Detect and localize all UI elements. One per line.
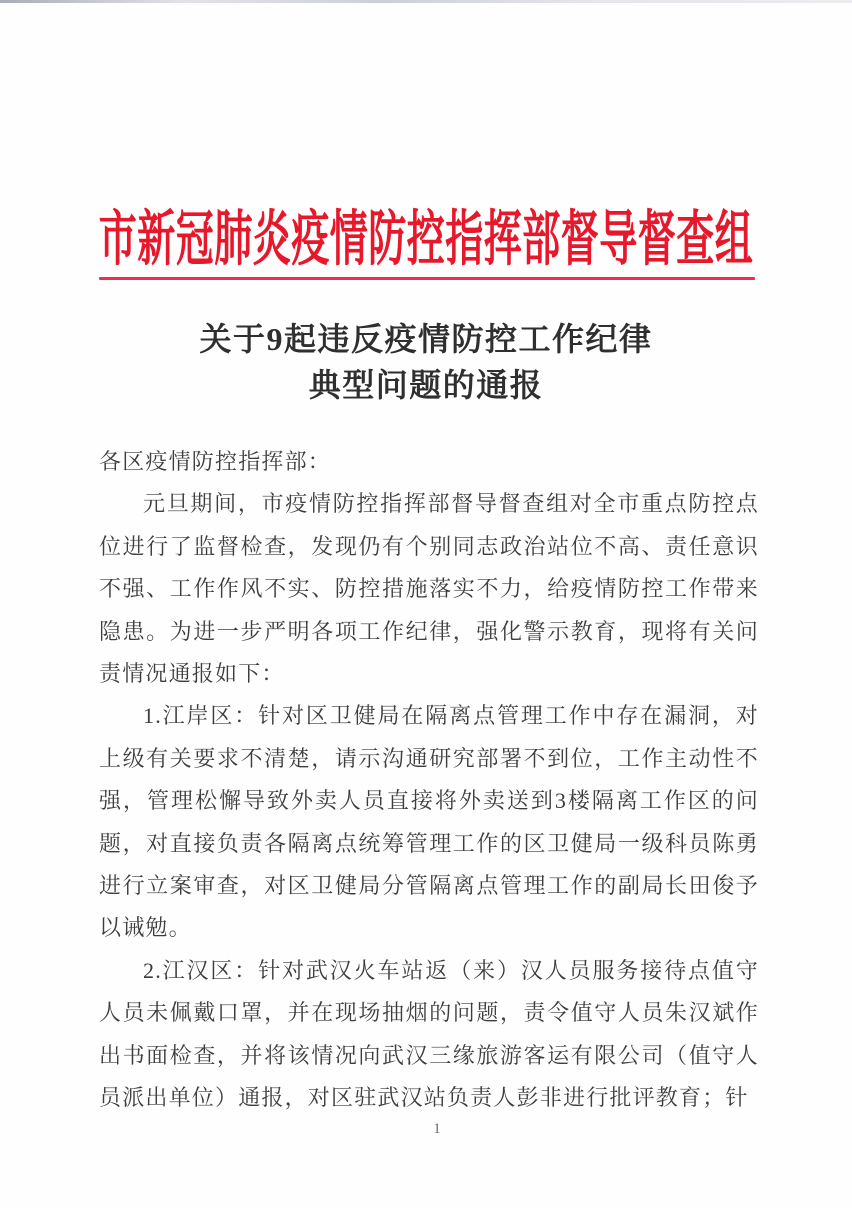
page-number: 1	[433, 1121, 441, 1137]
body-paragraph-case-2-jianghan: 2.江汉区：针对武汉火车站返（来）汉人员服务接待点值守人员未佩戴口罩，并在现场抽烟的问题，责令值守人员朱汉斌作出书面检查，并将该情况向武汉三缘旅游客运有限公司（值守人员派出单位）通报，对区驻武汉站负责人彭非进行批评教育；针	[99, 957, 759, 1111]
body-paragraph-intro: 元旦期间，市疫情防控指挥部督导督查组对全市重点防控点位进行了监督检查，发现仍有个别同志政治站位不高、责任意识不强、工作作风不实、防控措施落实不力，给疫情防控工作带来隐患。为进一步严明各项工作纪律，强化警示教育，现将有关问责情况通报如下：	[99, 491, 759, 687]
scan-edge-artifact	[0, 0, 852, 3]
document-title-line2: 典型问题的通报	[308, 367, 544, 403]
document-title-line1: 关于9起违反疫情防控工作纪律	[199, 321, 653, 357]
letterhead-org-name: 市新冠肺炎疫情防控指挥部督导督查组	[98, 207, 754, 274]
body-paragraph-case-1-jiangan: 1.江岸区：针对区卫健局在隔离点管理工作中存在漏洞，对上级有关要求不清楚，请示沟通研究部署不到位，工作主动性不强，管理松懈导致外卖人员直接将外卖送到3楼隔离工作区的问题，对直接负责各隔离点统筹管理工作的区卫健局一级科员陈勇进行立案审查，对区卫健局分管隔离点管理工作的副局长田俊予以诫勉。	[99, 703, 759, 941]
salutation: 各区疫情防控指挥部：	[99, 449, 332, 474]
document-title	[0, 316, 852, 408]
document-body	[99, 441, 759, 1120]
letterhead-rule	[99, 277, 755, 280]
